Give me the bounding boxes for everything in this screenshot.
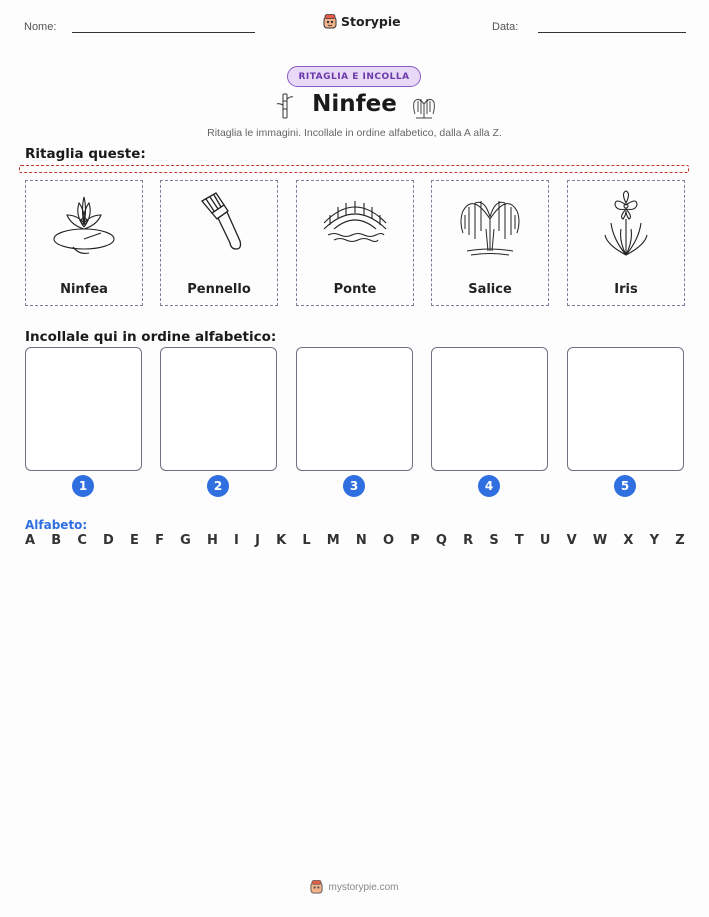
paste-slot-4[interactable] bbox=[431, 347, 548, 471]
cutout-card-iris[interactable] bbox=[567, 180, 685, 306]
alphabet-letter: O bbox=[382, 533, 395, 548]
alphabet-letter: U bbox=[539, 533, 551, 548]
water-lily-icon bbox=[49, 189, 119, 259]
paste-slot-5[interactable] bbox=[567, 347, 684, 471]
alphabet-letter: K bbox=[276, 533, 287, 548]
paintbrush-icon bbox=[184, 189, 254, 259]
alphabet-letter: M bbox=[326, 533, 340, 548]
paste-slot-3[interactable] bbox=[296, 347, 413, 471]
alphabet-letter: E bbox=[130, 533, 139, 548]
storypie-mascot-icon bbox=[323, 14, 337, 29]
alphabet-letter: T bbox=[514, 533, 524, 548]
footer bbox=[0, 880, 709, 894]
iris-flower-icon bbox=[591, 189, 661, 259]
card-label: Salice bbox=[468, 282, 512, 297]
card-label: Pennello bbox=[187, 282, 251, 297]
footer-url[interactable]: mystorypie.com bbox=[328, 881, 399, 893]
willow-tree-icon bbox=[455, 189, 525, 259]
card-label: Ponte bbox=[333, 282, 377, 297]
paste-slot-2[interactable] bbox=[160, 347, 277, 471]
card-label: Ninfea bbox=[60, 282, 108, 297]
alphabet-letter: S bbox=[489, 533, 499, 548]
alphabet-letter: Y bbox=[649, 533, 660, 548]
slot-number-badge: 1 bbox=[72, 475, 94, 497]
alphabet-letter: Z bbox=[675, 533, 685, 548]
paste-section-title: Incollale qui in ordine alfabetico: bbox=[25, 329, 277, 345]
name-label: Nome: bbox=[24, 21, 57, 33]
cutout-card-pennello[interactable] bbox=[160, 180, 278, 306]
slot-number-badge: 2 bbox=[207, 475, 229, 497]
cutout-card-ninfea[interactable] bbox=[25, 180, 143, 306]
alphabet-letter: Q bbox=[435, 533, 447, 548]
alphabet-letter: C bbox=[77, 533, 87, 548]
bridge-icon bbox=[320, 189, 390, 259]
alphabet-letter: X bbox=[623, 533, 634, 548]
alphabet-letter: D bbox=[103, 533, 114, 548]
alphabet-letter: R bbox=[463, 533, 474, 548]
alphabet-letter: H bbox=[206, 533, 218, 548]
slot-number-badge: 4 bbox=[478, 475, 500, 497]
alphabet-letter: V bbox=[566, 533, 577, 548]
alphabet-letter: G bbox=[180, 533, 191, 548]
cutout-card-ponte[interactable] bbox=[296, 180, 414, 306]
alphabet-row bbox=[25, 533, 685, 548]
cut-section-title: Ritaglia queste: bbox=[25, 146, 146, 162]
alphabet-letter: B bbox=[51, 533, 62, 548]
alphabet-letter: N bbox=[355, 533, 367, 548]
date-line[interactable] bbox=[538, 32, 686, 33]
storypie-mascot-icon bbox=[310, 880, 323, 894]
alphabet-letter: P bbox=[410, 533, 420, 548]
date-label: Data: bbox=[492, 21, 519, 33]
name-line[interactable] bbox=[72, 32, 255, 33]
alphabet-letter: I bbox=[234, 533, 239, 548]
card-label: Iris bbox=[614, 282, 638, 297]
brand-name: Storypie bbox=[341, 14, 401, 29]
instructions: Ritaglia le immagini. Incollale in ordine alfabetico, dalla A alla Z. bbox=[207, 127, 502, 139]
alphabet-title: Alfabeto: bbox=[25, 518, 88, 532]
alphabet-letter: F bbox=[155, 533, 164, 548]
alphabet-letter: A bbox=[25, 533, 36, 548]
brand-logo bbox=[323, 14, 401, 29]
alphabet-letter: L bbox=[302, 533, 311, 548]
alphabet-letter: W bbox=[592, 533, 608, 548]
alphabet-letter: J bbox=[255, 533, 260, 548]
slot-number-badge: 3 bbox=[343, 475, 365, 497]
activity-badge: RITAGLIA E INCOLLA bbox=[287, 66, 421, 87]
cut-line bbox=[19, 165, 689, 173]
cutout-card-salice[interactable] bbox=[431, 180, 549, 306]
willow-decor-icon bbox=[410, 92, 438, 120]
page-title: Ninfee bbox=[312, 91, 397, 117]
paste-slot-1[interactable] bbox=[25, 347, 142, 471]
slot-number-badge: 5 bbox=[614, 475, 636, 497]
